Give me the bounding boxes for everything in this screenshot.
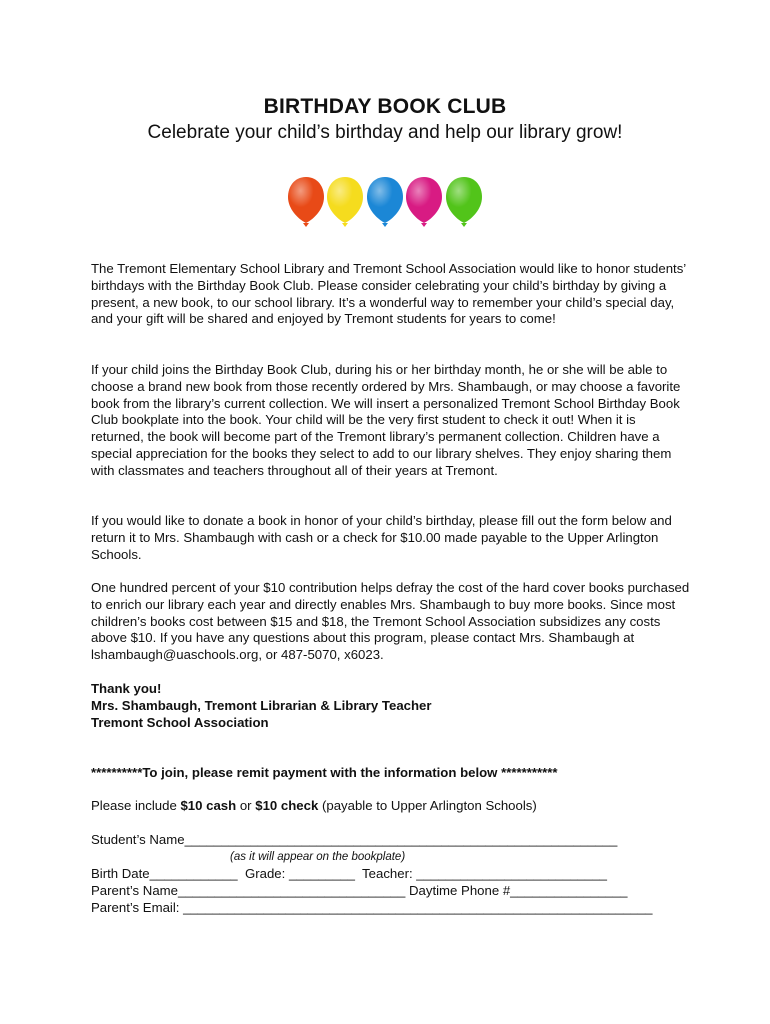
parent-email-field[interactable]: Parent’s Email: ________________________________________________________________ <box>91 900 653 915</box>
cash-amount: $10 cash <box>180 798 237 813</box>
club-details-paragraph: If your child joins the Birthday Book Club, during his or her birthday month, he or she will be able to choose a brand new book from those recently ordered by Mrs. Shambaugh, or may choose a favorite book from the library’s current collection. We will insert a personalized Tremont School Birthday Book Club bookplate into the book. Your child will be the very first student to check it out! When it is returned, the book will become part of the Tremont library’s permanent collection. Children have a special appreciation for the books they select to add to our library shelves. They enjoy sharing them with classmates and teachers throughout all of their years at Tremont. <box>91 362 681 478</box>
association-line: Tremont School Association <box>91 714 269 730</box>
thank-you-line: Thank you! <box>91 681 162 696</box>
bookplate-note: (as it will appear on the bookplate) <box>230 851 406 863</box>
contribution-paragraph: One hundred percent of your $10 contribution helps defray the cost of the hard cover books purchased to enrich our library each year and directly enables Mrs. Shambaugh to buy more books. Since most children’s books cost between $15 and $18, the Tremont School Association subsidizes any costs above $10. If you have any questions about this program, please contact Mrs. Shambaugh at lshambaugh@uaschools.org, or 487-5070, x6023. <box>91 580 690 663</box>
parent-name-phone-fields[interactable]: Parent’s Name_______________________________ Daytime Phone #________________ <box>91 883 628 898</box>
include-suffix: (payable to Upper Arlington Schools) <box>318 798 537 813</box>
include-prefix: Please include <box>91 798 181 813</box>
balloon-icon <box>406 177 442 227</box>
signature-block <box>91 681 432 731</box>
page-title: BIRTHDAY BOOK CLUB <box>263 95 507 118</box>
balloon-icon <box>288 177 324 227</box>
balloon-icon <box>446 177 482 227</box>
include-or: or <box>236 798 256 813</box>
check-amount: $10 check <box>255 798 319 813</box>
librarian-line: Mrs. Shambaugh, Tremont Librarian & Library Teacher <box>91 697 432 713</box>
intro-paragraph: The Tremont Elementary School Library and Tremont School Association would like to honor students’ birthdays with the Birthday Book Club. Please consider celebrating your child’s birthday by giving a present, a new book, to our school library. It’s a wonderful way to remember your child’s special day, and your gift will be shared and enjoyed by Tremont students for years to come! <box>91 261 686 327</box>
balloon-icon <box>327 177 363 227</box>
birth-grade-teacher-fields[interactable]: Birth Date____________ Grade: _________ Teacher: __________________________ <box>91 866 607 881</box>
payment-instructions <box>91 798 537 813</box>
join-instructions: **********To join, please remit payment with the information below *********** <box>91 765 558 780</box>
balloons-illustration <box>286 175 486 230</box>
page-subtitle: Celebrate your child’s birthday and help our library grow! <box>147 122 623 143</box>
donation-paragraph: If you would like to donate a book in honor of your child’s birthday, please fill out the form below and return it to Mrs. Shambaugh with cash or a check for $10.00 made payable to the Upper Arlington Schools. <box>91 513 672 562</box>
balloon-icon <box>367 177 403 227</box>
student-name-field[interactable]: Student’s Name___________________________________________________________ <box>91 832 618 847</box>
